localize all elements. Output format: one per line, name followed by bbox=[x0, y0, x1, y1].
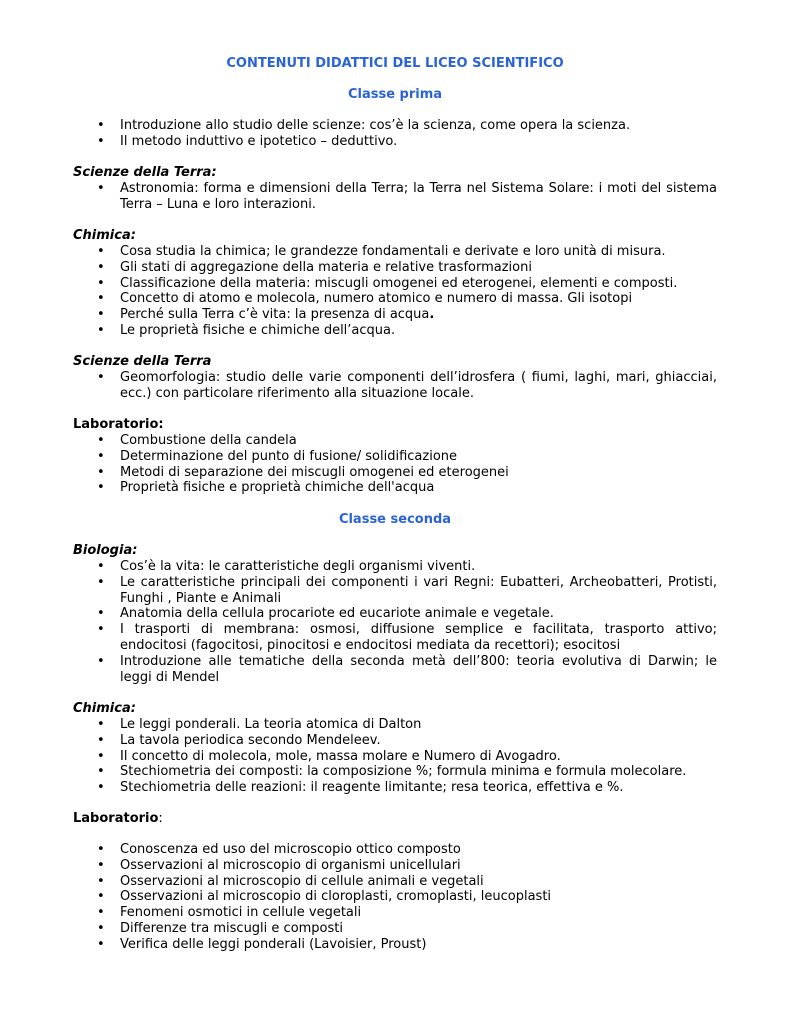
class-title-prima: Classe prima bbox=[347, 87, 443, 102]
list-item: • Determinazione del punto di fusione/ solidificazione bbox=[73, 449, 717, 465]
list-item: • Stechiometria dei composti: la composizione %; formula minima e formula molecolare. bbox=[73, 764, 717, 780]
chimica-2-list bbox=[73, 717, 717, 796]
list-item: • Classificazione della materia: miscugli omogenei ed eterogenei, elementi e composti. bbox=[73, 276, 717, 292]
list-item: • Concetto di atomo e molecola, numero atomico e numero di massa. Gli isotopi bbox=[73, 291, 717, 307]
list-item-text: Perché sulla Terra c’è vita: la presenza di acqua bbox=[120, 307, 430, 323]
class-title-seconda: Classe seconda bbox=[338, 512, 452, 527]
list-item: • Astronomia: forma e dimensioni della Terra; la Terra nel Sistema Solare: i moti del sistema Terra – Luna e loro interazioni. bbox=[73, 181, 717, 213]
heading-text: Laboratorio bbox=[73, 811, 159, 826]
section-heading-biologia: Biologia: bbox=[73, 543, 138, 558]
list-item: • Proprietà fisiche e proprietà chimiche dell'acqua bbox=[73, 480, 717, 496]
scienze-terra-2-list bbox=[73, 370, 717, 402]
list-item: • Fenomeni osmotici in cellule vegetali bbox=[73, 905, 717, 921]
list-item: • Osservazioni al microscopio di organismi unicellulari bbox=[73, 858, 717, 874]
list-item: • Le leggi ponderali. La teoria atomica di Dalton bbox=[73, 717, 717, 733]
list-item: • Conoscenza ed uso del microscopio ottico composto bbox=[73, 842, 717, 858]
list-item: • Anatomia della cellula procariote ed eucariote animale e vegetale. bbox=[73, 606, 717, 622]
document-title: CONTENUTI DIDATTICI DEL LICEO SCIENTIFICO bbox=[226, 56, 564, 71]
list-item: • La tavola periodica secondo Mendeleev. bbox=[73, 733, 717, 749]
section-heading-laboratorio: Laboratorio: bbox=[73, 417, 164, 432]
list-item: • Geomorfologia: studio delle varie componenti dell’idrosfera ( fiumi, laghi, mari, ghiacciai, ecc.) con particolare riferimento alla situazione locale. bbox=[73, 370, 717, 402]
laboratorio-list bbox=[73, 433, 717, 496]
section-heading-scienze-terra: Scienze della Terra: bbox=[73, 165, 217, 180]
list-item: • Metodi di separazione dei miscugli omogenei ed eterogenei bbox=[73, 465, 717, 481]
list-item: • Differenze tra miscugli e composti bbox=[73, 921, 717, 937]
list-item: • Cosa studia la chimica; le grandezze fondamentali e derivate e loro unità di misura. bbox=[73, 244, 717, 260]
scienze-terra-list bbox=[73, 181, 717, 213]
list-item: • I trasporti di membrana: osmosi, diffusione semplice e facilitata, trasporto attivo; endocitosi (fagocitosi, pinocitosi e endocitosi mediata da recettori); esocitosi bbox=[73, 622, 717, 654]
heading-suffix: : bbox=[158, 811, 163, 826]
list-item: • Osservazioni al microscopio di cloroplasti, cromoplasti, leucoplasti bbox=[73, 889, 717, 905]
list-item bbox=[73, 307, 717, 323]
list-item: • Verifica delle leggi ponderali (Lavoisier, Proust) bbox=[73, 937, 717, 953]
list-item: • Le proprietà fisiche e chimiche dell’acqua. bbox=[73, 323, 717, 339]
list-item: • Le caratteristiche principali dei componenti i vari Regni: Eubatteri, Archeobatteri, Protisti, Funghi , Piante e Animali bbox=[73, 575, 717, 607]
list-item: • Combustione della candela bbox=[73, 433, 717, 449]
laboratorio-2-list bbox=[73, 842, 717, 953]
biologia-list bbox=[73, 559, 717, 685]
list-item: • Stechiometria delle reazioni: il reagente limitante; resa teorica, effettiva e %. bbox=[73, 780, 717, 796]
chimica-list bbox=[73, 244, 717, 339]
list-item-suffix: . bbox=[429, 307, 435, 323]
list-item: • Introduzione allo studio delle scienze: cos’è la scienza, come opera la scienza. bbox=[73, 118, 717, 134]
section-heading-scienze-terra-2: Scienze della Terra bbox=[73, 354, 212, 369]
intro-list bbox=[73, 118, 717, 150]
section-heading-chimica-2: Chimica: bbox=[73, 701, 136, 716]
list-item: • Il metodo induttivo e ipotetico – deduttivo. bbox=[73, 134, 717, 150]
list-item: • Gli stati di aggregazione della materia e relative trasformazioni bbox=[73, 260, 717, 276]
list-item: • Introduzione alle tematiche della seconda metà dell’800: teoria evolutiva di Darwin; le leggi di Mendel bbox=[73, 654, 717, 686]
list-item: • Il concetto di molecola, mole, massa molare e Numero di Avogadro. bbox=[73, 749, 717, 765]
section-heading-chimica: Chimica: bbox=[73, 228, 136, 243]
section-heading-laboratorio-2 bbox=[73, 811, 163, 827]
list-item: • Cos’è la vita: le caratteristiche degli organismi viventi. bbox=[73, 559, 717, 575]
list-item: • Osservazioni al microscopio di cellule animali e vegetali bbox=[73, 874, 717, 890]
